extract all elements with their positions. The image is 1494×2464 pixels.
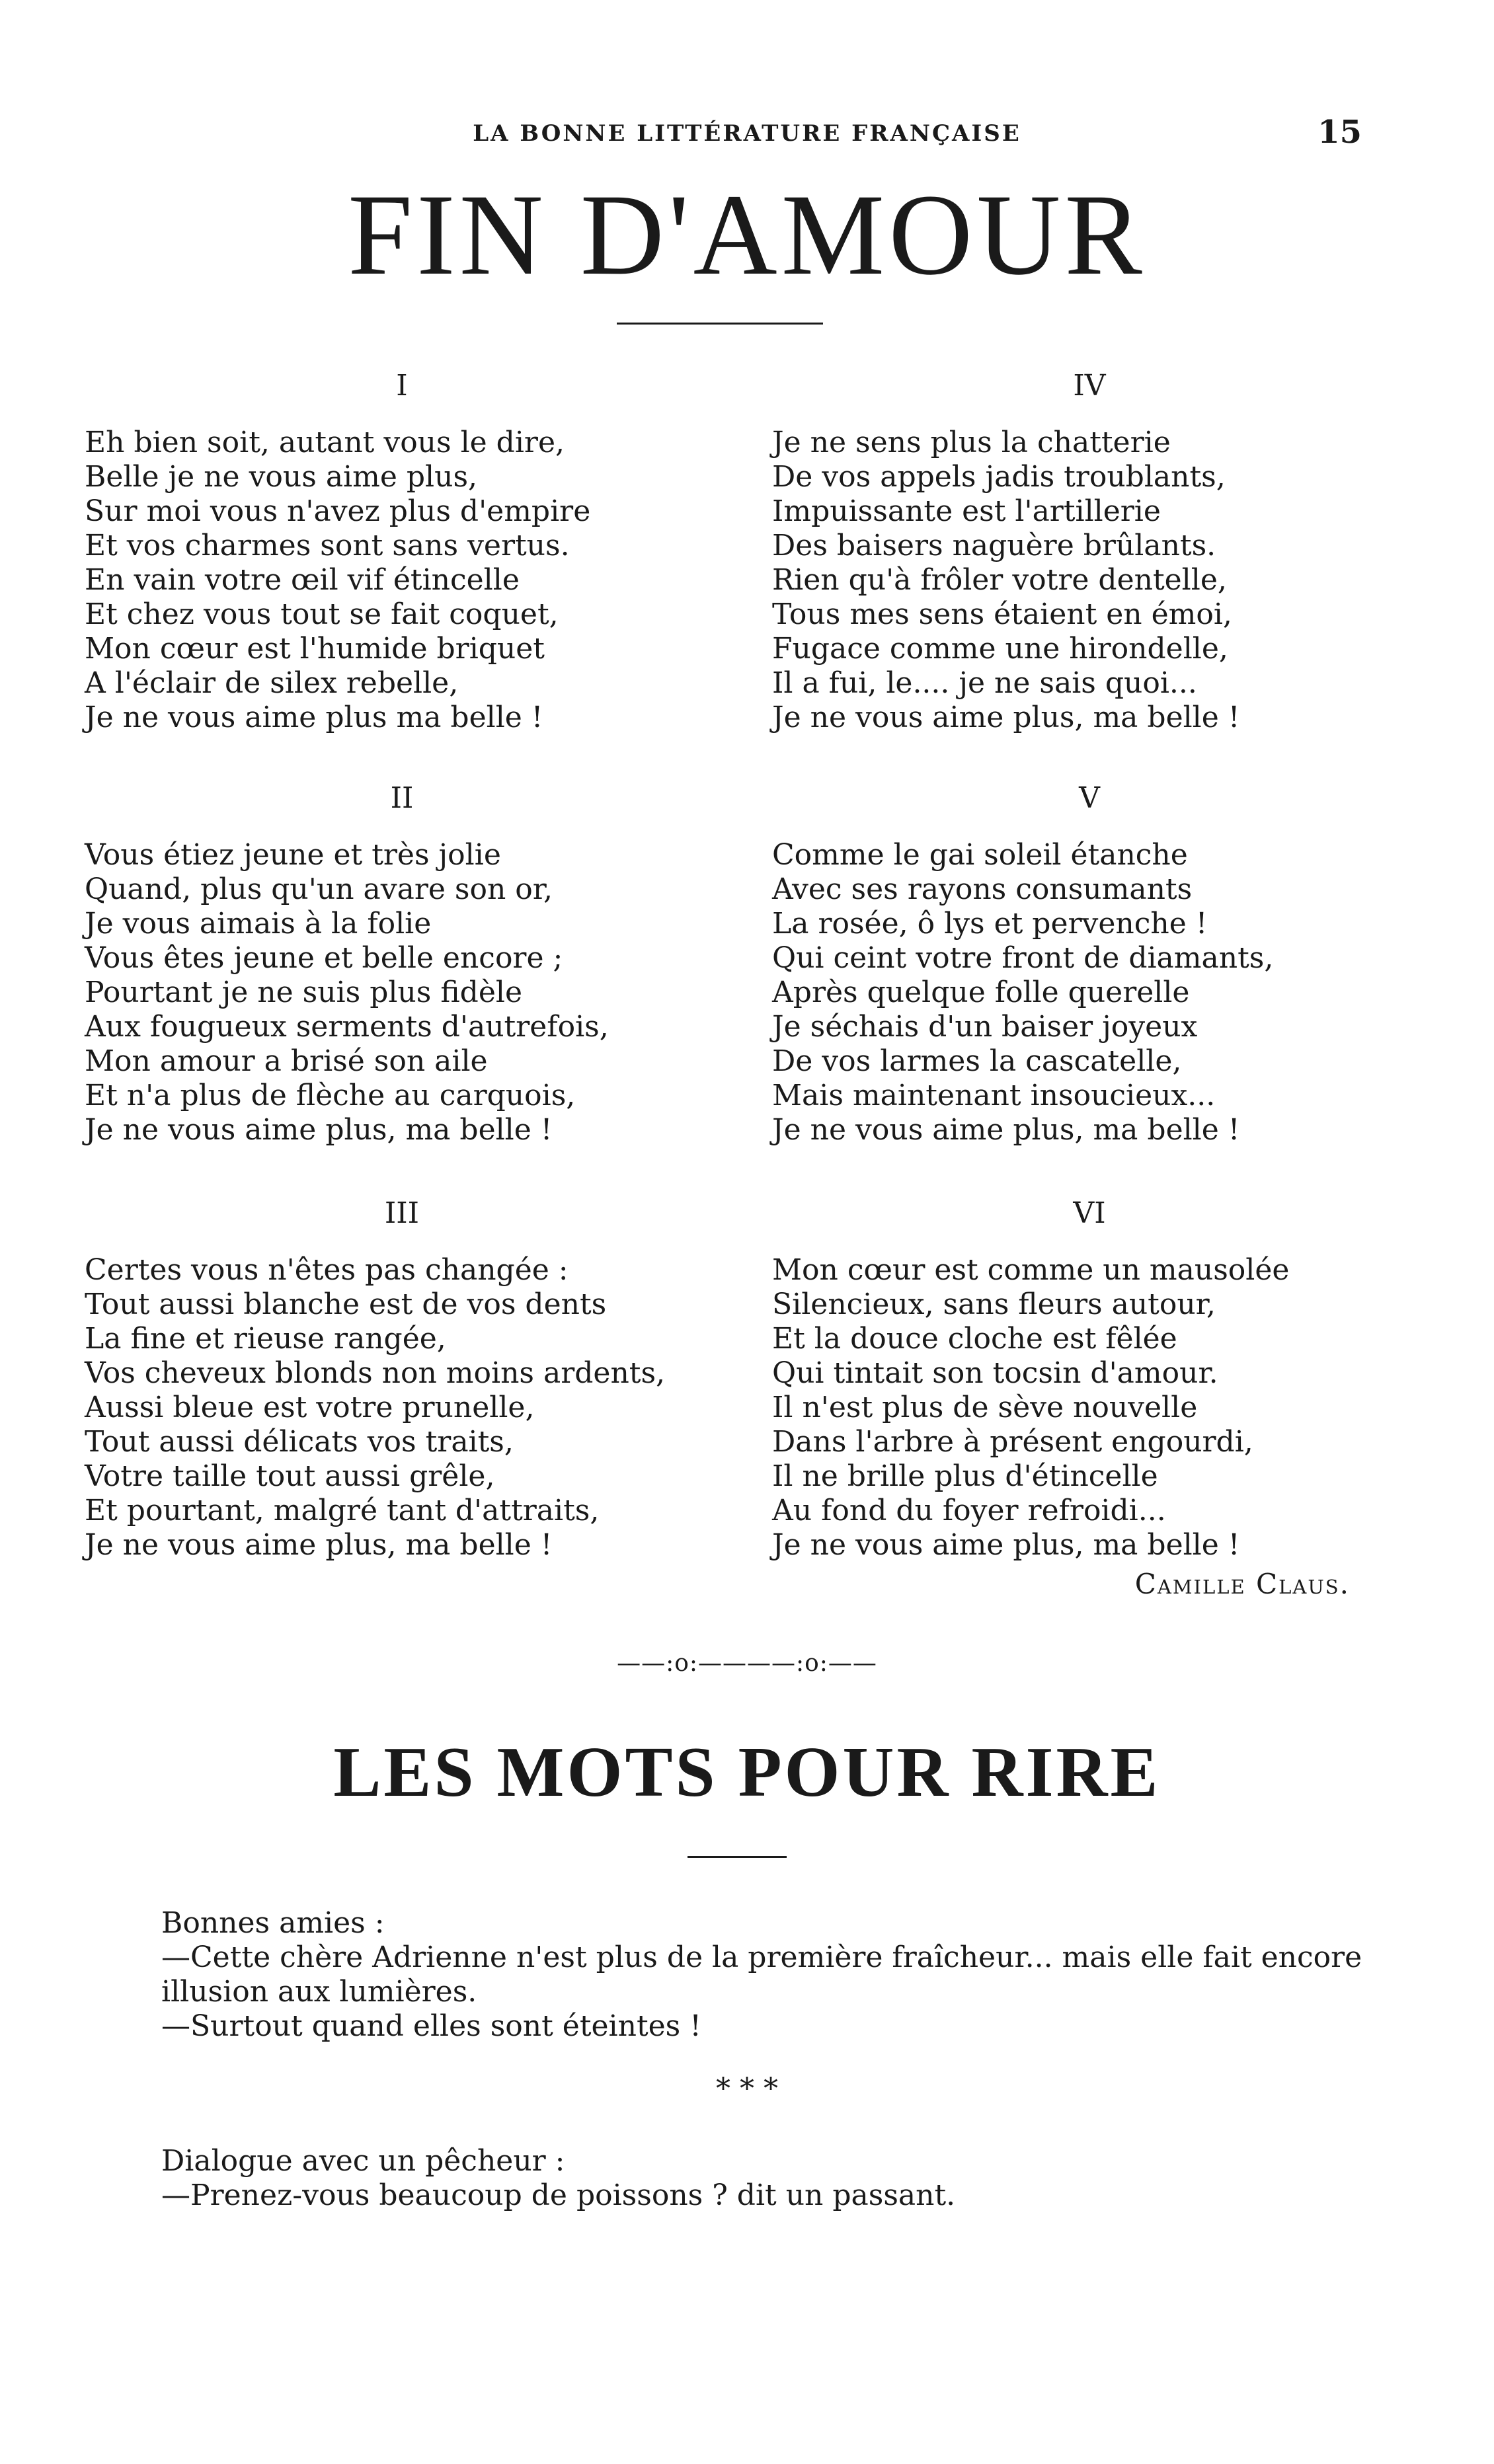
verse-line: Mon cœur est l'humide briquet — [85, 632, 545, 666]
stanza-3 — [85, 1192, 719, 1562]
poem-title: FIN D'AMOUR — [348, 171, 1146, 299]
verse-line: Dans l'arbre à présent engourdi, — [772, 1425, 1253, 1459]
stanza-number: I — [396, 369, 408, 403]
joke-line: —Prenez-vous beaucoup de poissons ? dit un passant. — [161, 2178, 956, 2212]
title-rule — [617, 323, 823, 325]
verse-line: Comme le gai soleil étanche — [772, 838, 1188, 872]
verse-line: Quand, plus qu'un avare son or, — [85, 872, 553, 906]
joke-1 — [98, 1906, 1387, 2044]
verse-line: Mon cœur est comme un mausolée — [772, 1253, 1290, 1287]
verse-line: En vain votre œil vif étincelle — [85, 563, 520, 597]
section-separator: ——:o:————:o:—— — [617, 1650, 877, 1677]
verse-line: Je séchais d'un baiser joyeux — [772, 1010, 1198, 1044]
verse-line: Eh bien soit, autant vous le dire, — [85, 426, 565, 459]
verse-line: Je vous aimais à la folie — [85, 907, 432, 941]
verse-line: Certes vous n'êtes pas changée : — [85, 1253, 569, 1287]
verse-line: Fugace comme une hirondelle, — [772, 632, 1228, 666]
verse-line: Impuissante est l'artillerie — [772, 494, 1161, 528]
verse-line: Rien qu'à frôler votre dentelle, — [772, 563, 1227, 597]
section-rule — [688, 1856, 787, 1858]
stanza-5 — [772, 777, 1407, 1147]
verse-line: Votre taille tout aussi grêle, — [85, 1459, 495, 1493]
verse-line: Au fond du foyer refroidi... — [772, 1494, 1166, 1527]
verse-line: Il a fui, le.... je ne sais quoi... — [772, 666, 1197, 700]
joke-line: —Surtout quand elles sont éteintes ! — [161, 2009, 701, 2043]
verse-line: Je ne vous aime plus ma belle ! — [85, 701, 543, 734]
verse-line: Et n'a plus de flèche au carquois, — [85, 1079, 576, 1112]
verse-line: Des baisers naguère brûlants. — [772, 529, 1216, 562]
stanza-number: VI — [1073, 1196, 1106, 1230]
verse-line: Vos cheveux blonds non moins ardents, — [85, 1356, 666, 1390]
verse-line: Il ne brille plus d'étincelle — [772, 1459, 1158, 1493]
verse-line: Belle je ne vous aime plus, — [85, 460, 478, 494]
verse-line: Vous étiez jeune et très jolie — [85, 838, 501, 872]
verse-line: Et la douce cloche est fêlée — [772, 1322, 1177, 1356]
verse-line: De vos appels jadis troublants, — [772, 460, 1226, 494]
page-number: 15 — [1317, 114, 1362, 151]
stanza-number: II — [390, 781, 414, 815]
verse-line: Tout aussi délicats vos traits, — [85, 1425, 514, 1459]
verse-line: La rosée, ô lys et pervenche ! — [772, 907, 1208, 941]
stanza-2 — [85, 777, 719, 1147]
verse-line: Il n'est plus de sève nouvelle — [772, 1391, 1198, 1424]
verse-line: Pourtant je ne suis plus fidèle — [85, 976, 522, 1009]
stanza-number: III — [384, 1196, 420, 1230]
verse-line: Je ne vous aime plus, ma belle ! — [772, 701, 1240, 734]
verse-line: Je ne vous aime plus, ma belle ! — [85, 1113, 553, 1147]
joke-intro: Dialogue avec un pêcheur : — [161, 2144, 565, 2178]
verse-line: Je ne vous aime plus, ma belle ! — [772, 1113, 1240, 1147]
verse-line: Vous êtes jeune et belle encore ; — [85, 941, 563, 975]
stanza-1 — [85, 365, 719, 735]
stanza-6 — [772, 1192, 1407, 1562]
asterism-glyph: * * * — [716, 2072, 778, 2106]
verse-line: Je ne sens plus la chatterie — [772, 426, 1171, 459]
stanza-4 — [772, 365, 1407, 735]
verse-line: Et pourtant, malgré tant d'attraits, — [85, 1494, 600, 1527]
verse-line: Qui ceint votre front de diamants, — [772, 941, 1274, 975]
stanza-number: V — [1079, 781, 1100, 815]
running-head: LA BONNE LITTÉRATURE FRANÇAISE — [473, 120, 1021, 147]
verse-line: Sur moi vous n'avez plus d'empire — [85, 494, 591, 528]
joke-line: —Cette chère Adrienne n'est plus de la première fraîcheur... mais elle fait encore illusion aux lumières. — [161, 1941, 1362, 2009]
section-title: LES MOTS POUR RIRE — [333, 1733, 1161, 1812]
asterism — [0, 2072, 1494, 2106]
verse-line: Je ne vous aime plus, ma belle ! — [772, 1528, 1240, 1562]
verse-line: De vos larmes la cascatelle, — [772, 1044, 1182, 1078]
verse-line: Et chez vous tout se fait coquet, — [85, 597, 559, 631]
joke-2 — [98, 2144, 1387, 2213]
author-signature: Camille Claus. — [1134, 1568, 1350, 1600]
verse-line: Tout aussi blanche est de vos dents — [85, 1288, 607, 1321]
verse-line: Silencieux, sans fleurs autour, — [772, 1288, 1216, 1321]
verse-line: Tous mes sens étaient en émoi, — [772, 597, 1232, 631]
verse-line: Mon amour a brisé son aile — [85, 1044, 488, 1078]
verse-line: Après quelque folle querelle — [772, 976, 1190, 1009]
verse-line: Avec ses rayons consumants — [772, 872, 1193, 906]
verse-line: Je ne vous aime plus, ma belle ! — [85, 1528, 553, 1562]
joke-intro: Bonnes amies : — [161, 1906, 385, 1940]
verse-line: La fine et rieuse rangée, — [85, 1322, 446, 1356]
verse-line: Qui tintait son tocsin d'amour. — [772, 1356, 1218, 1390]
stanza-number: IV — [1073, 369, 1106, 403]
verse-line: Aux fougueux serments d'autrefois, — [85, 1010, 609, 1044]
verse-line: Mais maintenant insoucieux... — [772, 1079, 1216, 1112]
verse-line: A l'éclair de silex rebelle, — [85, 666, 459, 700]
verse-line: Aussi bleue est votre prunelle, — [85, 1391, 535, 1424]
verse-line: Et vos charmes sont sans vertus. — [85, 529, 570, 562]
